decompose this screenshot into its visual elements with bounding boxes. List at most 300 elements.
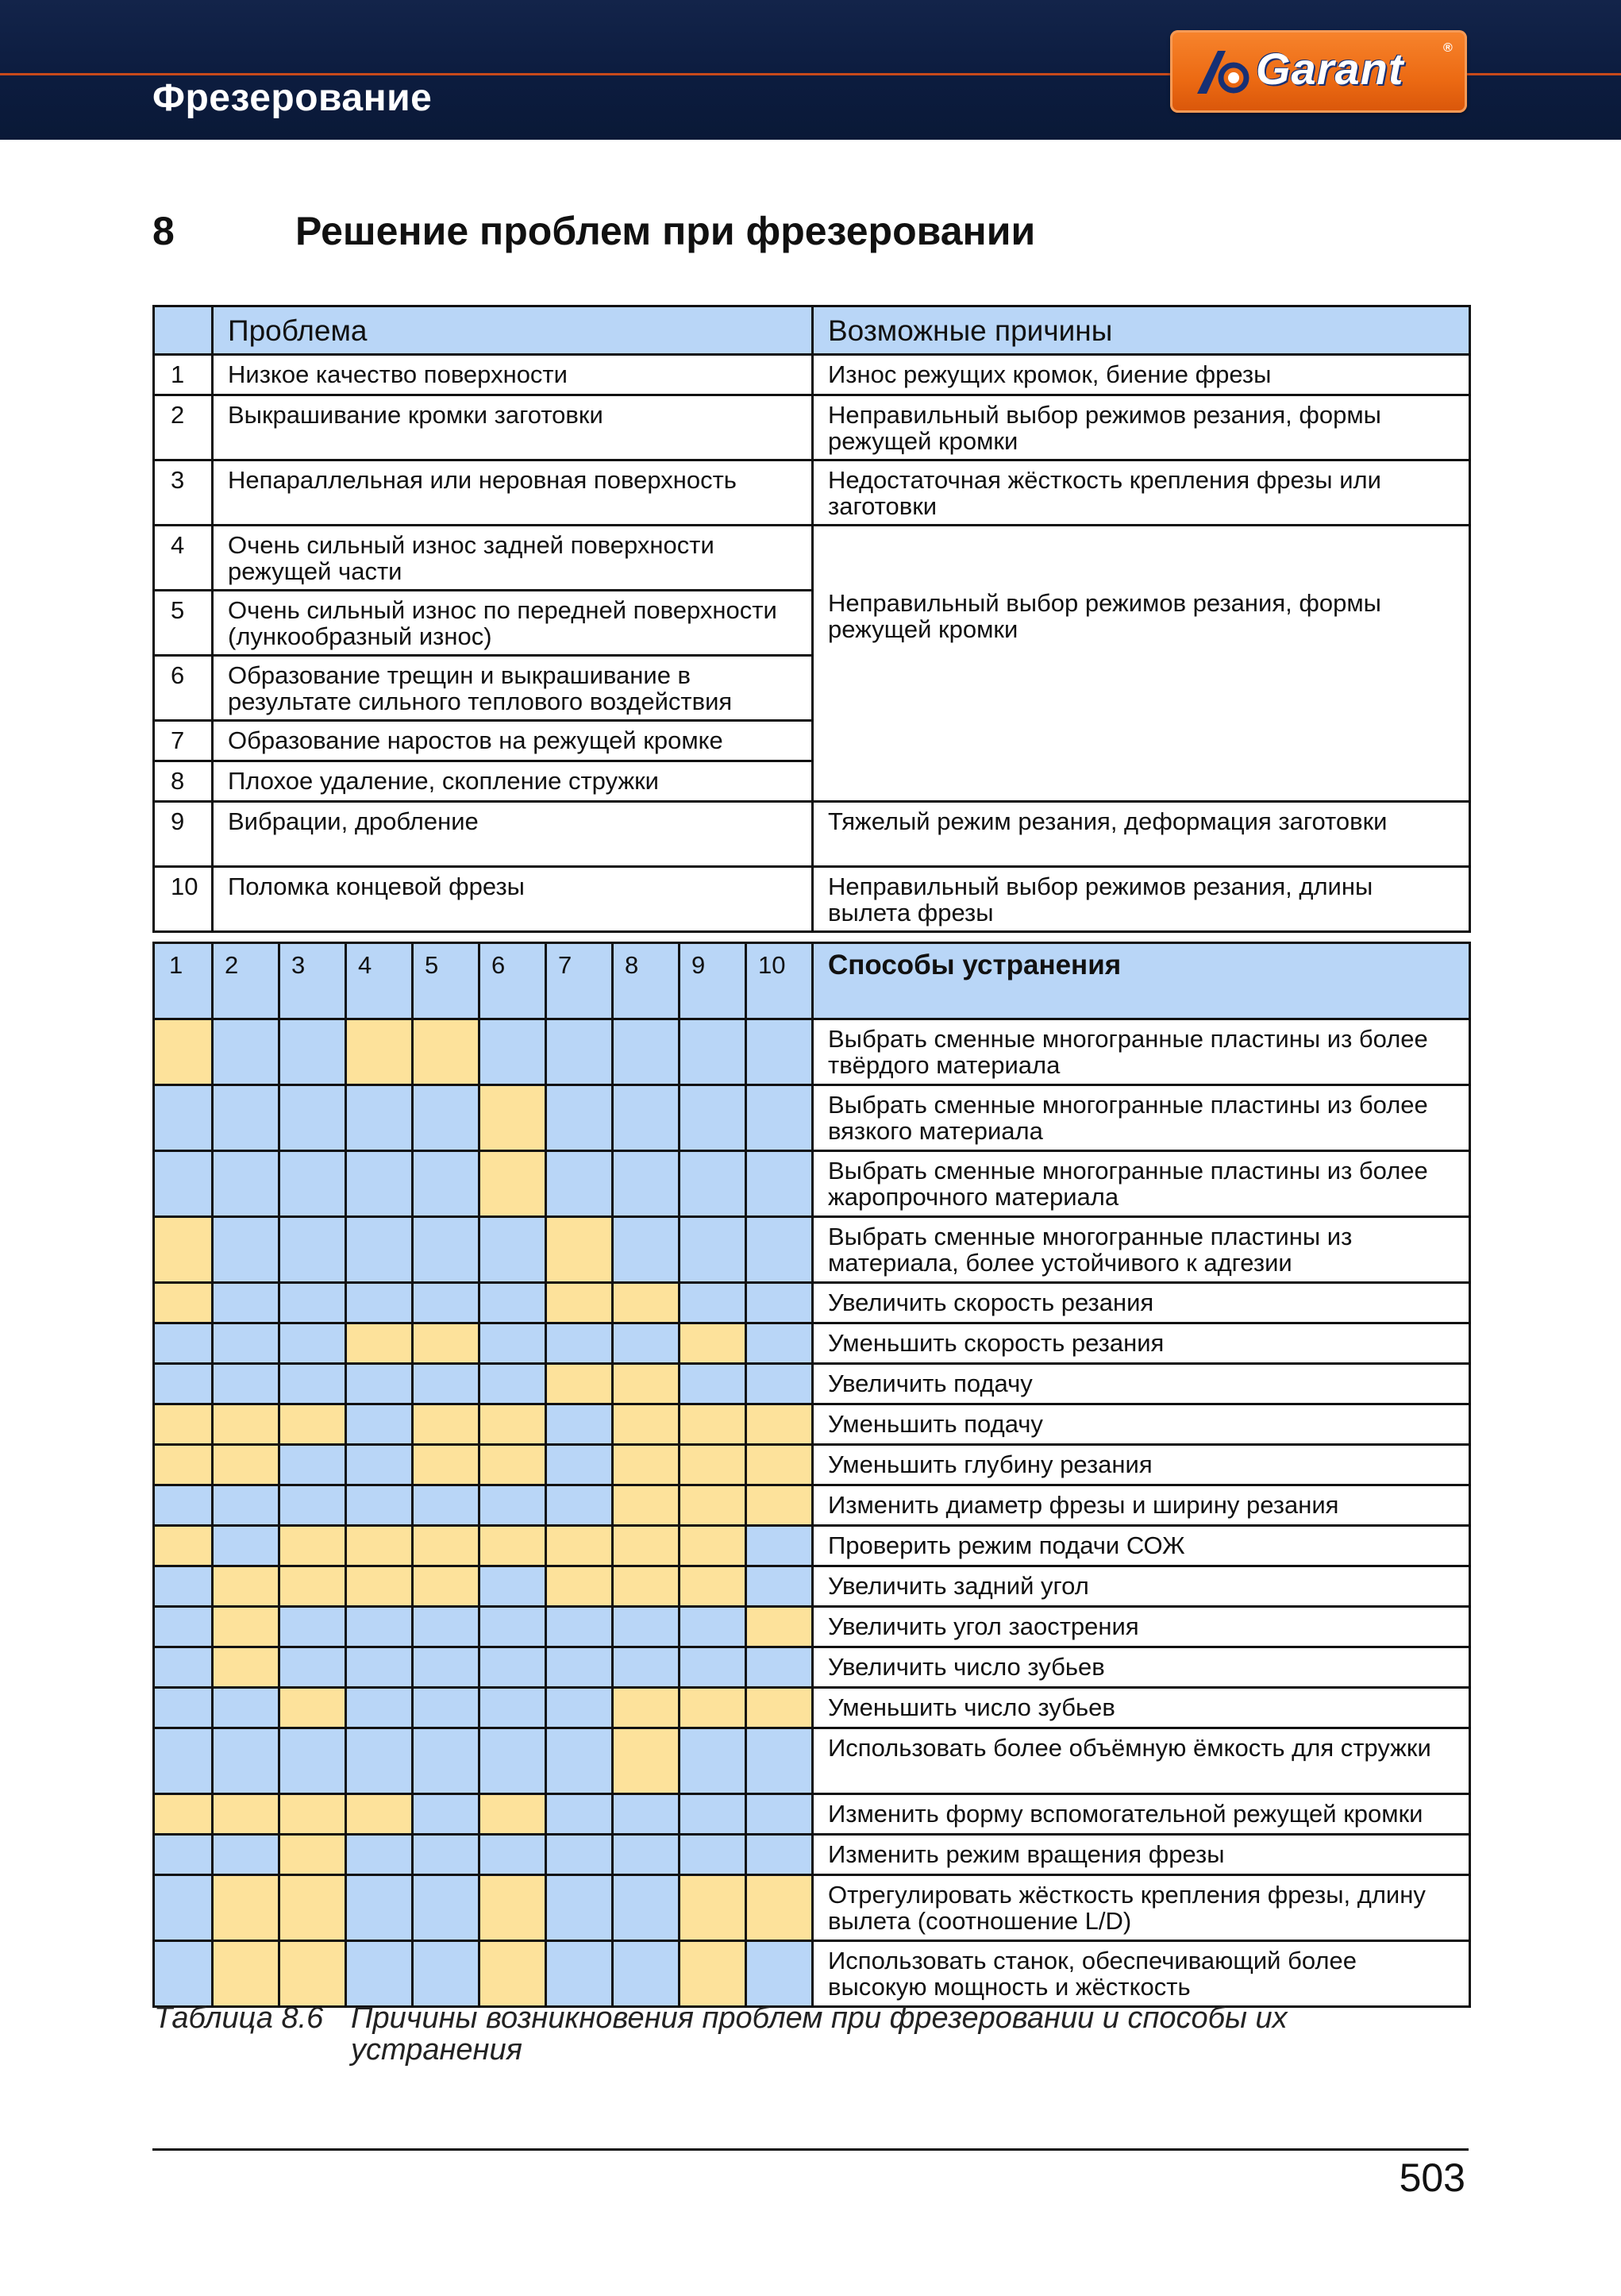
unmarked-cell — [746, 1323, 813, 1364]
marked-cell — [346, 1526, 413, 1566]
marked-cell — [279, 1835, 346, 1875]
marked-cell — [546, 1364, 613, 1404]
row-number: 10 — [154, 867, 213, 932]
unmarked-cell — [613, 1323, 680, 1364]
unmarked-cell — [346, 1404, 413, 1445]
unmarked-cell — [746, 1835, 813, 1875]
marked-cell — [479, 1526, 546, 1566]
unmarked-cell — [213, 1085, 279, 1151]
remedy-text: Увеличить подачу — [813, 1364, 1470, 1404]
problem-cell: Образование наростов на режущей кромке — [213, 721, 813, 761]
unmarked-cell — [613, 1019, 680, 1085]
unmarked-cell — [546, 1647, 613, 1688]
remedy-text: Уменьшить подачу — [813, 1404, 1470, 1445]
unmarked-cell — [346, 1151, 413, 1217]
marked-cell — [746, 1404, 813, 1445]
unmarked-cell — [413, 1728, 479, 1794]
unmarked-cell — [279, 1151, 346, 1217]
marked-cell — [213, 1445, 279, 1485]
unmarked-cell — [479, 1364, 546, 1404]
unmarked-cell — [479, 1566, 546, 1607]
marked-cell — [680, 1875, 746, 1941]
problem-column-header: 3 — [279, 943, 346, 1019]
unmarked-cell — [613, 1875, 680, 1941]
unmarked-cell — [346, 1445, 413, 1485]
unmarked-cell — [546, 1445, 613, 1485]
unmarked-cell — [213, 1485, 279, 1526]
caption-label: Таблица 8.6 — [154, 2001, 324, 2035]
unmarked-cell — [213, 1217, 279, 1283]
unmarked-cell — [279, 1283, 346, 1323]
marked-cell — [413, 1323, 479, 1364]
column-header-problem: Проблема — [213, 306, 813, 355]
marked-cell — [546, 1566, 613, 1607]
marked-cell — [613, 1485, 680, 1526]
table-row — [154, 1835, 1470, 1875]
unmarked-cell — [154, 1607, 213, 1647]
unmarked-cell — [680, 1283, 746, 1323]
unmarked-cell — [746, 1526, 813, 1566]
unmarked-cell — [613, 1217, 680, 1283]
table-row — [154, 1151, 1470, 1217]
unmarked-cell — [746, 1794, 813, 1835]
unmarked-cell — [413, 1085, 479, 1151]
marked-cell — [279, 1688, 346, 1728]
unmarked-cell — [154, 1566, 213, 1607]
marked-cell — [279, 1566, 346, 1607]
unmarked-cell — [346, 1728, 413, 1794]
unmarked-cell — [413, 1688, 479, 1728]
marked-cell — [213, 1647, 279, 1688]
unmarked-cell — [346, 1688, 413, 1728]
unmarked-cell — [346, 1875, 413, 1941]
row-number: 6 — [154, 656, 213, 721]
unmarked-cell — [479, 1485, 546, 1526]
header-blank-cell — [154, 306, 213, 355]
marked-cell — [413, 1404, 479, 1445]
garant-logo-icon — [1194, 48, 1253, 97]
problem-cell: Очень сильный износ задней поверхности режущей части — [213, 526, 813, 591]
table-row — [154, 355, 1470, 395]
table-row — [154, 1085, 1470, 1151]
page-title: Решение проблем при фрезеровании — [295, 209, 1036, 253]
table-row — [154, 460, 1470, 526]
problems-header-row — [154, 306, 1470, 355]
unmarked-cell — [279, 1607, 346, 1647]
unmarked-cell — [213, 1364, 279, 1404]
problem-column-header: 7 — [546, 943, 613, 1019]
section-title: Фрезерование — [152, 77, 433, 119]
problem-cell: Поломка концевой фрезы — [213, 867, 813, 932]
remedies-header-row — [154, 943, 1470, 1019]
unmarked-cell — [213, 1526, 279, 1566]
marked-cell — [613, 1728, 680, 1794]
problem-cell: Вибрации, дробление — [213, 802, 813, 867]
unmarked-cell — [346, 1835, 413, 1875]
unmarked-cell — [154, 1728, 213, 1794]
table-row — [154, 1688, 1470, 1728]
unmarked-cell — [154, 1941, 213, 2007]
table-row — [154, 1941, 1470, 2007]
unmarked-cell — [613, 1794, 680, 1835]
table-row — [154, 395, 1470, 460]
marked-cell — [346, 1323, 413, 1364]
table-row — [154, 1445, 1470, 1485]
unmarked-cell — [279, 1647, 346, 1688]
cause-cell: Износ режущих кромок, биение фрезы — [813, 355, 1470, 395]
unmarked-cell — [346, 1085, 413, 1151]
unmarked-cell — [479, 1647, 546, 1688]
marked-cell — [346, 1566, 413, 1607]
cause-cell: Тяжелый режим резания, деформация заготовки — [813, 802, 1470, 867]
unmarked-cell — [213, 1323, 279, 1364]
marked-cell — [279, 1941, 346, 2007]
problem-cell: Очень сильный износ по передней поверхности (лункообразный износ) — [213, 591, 813, 656]
table-row — [154, 1323, 1470, 1364]
unmarked-cell — [279, 1085, 346, 1151]
table-row — [154, 1217, 1470, 1283]
marked-cell — [613, 1404, 680, 1445]
marked-cell — [346, 1019, 413, 1085]
unmarked-cell — [546, 1941, 613, 2007]
unmarked-cell — [746, 1151, 813, 1217]
table-row — [154, 1794, 1470, 1835]
cause-cell: Неправильный выбор режимов резания, длины вылета фрезы — [813, 867, 1470, 932]
unmarked-cell — [346, 1283, 413, 1323]
unmarked-cell — [746, 1217, 813, 1283]
unmarked-cell — [279, 1728, 346, 1794]
unmarked-cell — [680, 1728, 746, 1794]
unmarked-cell — [613, 1647, 680, 1688]
unmarked-cell — [479, 1217, 546, 1283]
table-row — [154, 1283, 1470, 1323]
problem-column-header: 4 — [346, 943, 413, 1019]
unmarked-cell — [213, 1151, 279, 1217]
marked-cell — [680, 1566, 746, 1607]
problem-cell: Низкое качество поверхности — [213, 355, 813, 395]
unmarked-cell — [154, 1647, 213, 1688]
marked-cell — [213, 1566, 279, 1607]
unmarked-cell — [546, 1875, 613, 1941]
unmarked-cell — [154, 1688, 213, 1728]
unmarked-cell — [413, 1647, 479, 1688]
marked-cell — [680, 1526, 746, 1566]
unmarked-cell — [154, 1485, 213, 1526]
marked-cell — [413, 1566, 479, 1607]
marked-cell — [279, 1875, 346, 1941]
unmarked-cell — [680, 1607, 746, 1647]
marked-cell — [213, 1607, 279, 1647]
unmarked-cell — [213, 1688, 279, 1728]
unmarked-cell — [213, 1728, 279, 1794]
marked-cell — [154, 1526, 213, 1566]
unmarked-cell — [279, 1445, 346, 1485]
unmarked-cell — [546, 1404, 613, 1445]
marked-cell — [413, 1445, 479, 1485]
row-number: 4 — [154, 526, 213, 591]
remedy-text: Изменить диаметр фрезы и ширину резания — [813, 1485, 1470, 1526]
unmarked-cell — [546, 1794, 613, 1835]
remedy-text: Выбрать сменные многогранные пластины из более твёрдого материала — [813, 1019, 1470, 1085]
marked-cell — [154, 1217, 213, 1283]
marked-cell — [154, 1794, 213, 1835]
remedy-text: Увеличить задний угол — [813, 1566, 1470, 1607]
marked-cell — [479, 1941, 546, 2007]
problem-column-header: 6 — [479, 943, 546, 1019]
unmarked-cell — [413, 1283, 479, 1323]
remedy-text: Использовать станок, обеспечивающий более высокую мощность и жёсткость — [813, 1941, 1470, 2007]
unmarked-cell — [479, 1688, 546, 1728]
marked-cell — [613, 1445, 680, 1485]
remedy-text: Выбрать сменные многогранные пластины из более вязкого материала — [813, 1085, 1470, 1151]
marked-cell — [746, 1875, 813, 1941]
marked-cell — [746, 1445, 813, 1485]
section-number: 8 — [152, 209, 175, 253]
marked-cell — [154, 1404, 213, 1445]
row-number: 2 — [154, 395, 213, 460]
unmarked-cell — [680, 1364, 746, 1404]
unmarked-cell — [413, 1485, 479, 1526]
unmarked-cell — [746, 1283, 813, 1323]
garant-logo — [1170, 30, 1467, 113]
unmarked-cell — [154, 1835, 213, 1875]
marked-cell — [613, 1283, 680, 1323]
unmarked-cell — [213, 1283, 279, 1323]
unmarked-cell — [613, 1835, 680, 1875]
marked-cell — [154, 1445, 213, 1485]
unmarked-cell — [346, 1607, 413, 1647]
marked-cell — [213, 1794, 279, 1835]
unmarked-cell — [279, 1217, 346, 1283]
unmarked-cell — [680, 1151, 746, 1217]
unmarked-cell — [546, 1323, 613, 1364]
unmarked-cell — [546, 1151, 613, 1217]
unmarked-cell — [346, 1364, 413, 1404]
table-row — [154, 1647, 1470, 1688]
marked-cell — [346, 1794, 413, 1835]
remedy-text: Выбрать сменные многогранные пластины из материала, более устойчивого к адгезии — [813, 1217, 1470, 1283]
caption-text: Причины возникновения проблем при фрезеровании и способы их устранения — [351, 2001, 1288, 2067]
problem-column-header: 1 — [154, 943, 213, 1019]
unmarked-cell — [746, 1566, 813, 1607]
marked-cell — [546, 1283, 613, 1323]
cause-cell-merged: Неправильный выбор режимов резания, формы режущей кромки — [813, 526, 1470, 802]
marked-cell — [680, 1688, 746, 1728]
remedy-text: Уменьшить скорость резания — [813, 1323, 1470, 1364]
page-header — [0, 0, 1621, 140]
unmarked-cell — [346, 1217, 413, 1283]
unmarked-cell — [546, 1688, 613, 1728]
unmarked-cell — [413, 1364, 479, 1404]
row-number: 3 — [154, 460, 213, 526]
marked-cell — [613, 1526, 680, 1566]
table-row — [154, 1728, 1470, 1794]
footer-divider — [152, 2148, 1469, 2151]
unmarked-cell — [413, 1607, 479, 1647]
unmarked-cell — [213, 1835, 279, 1875]
marked-cell — [213, 1941, 279, 2007]
table-row — [154, 1607, 1470, 1647]
marked-cell — [213, 1875, 279, 1941]
marked-cell — [279, 1794, 346, 1835]
table-row — [154, 1364, 1470, 1404]
problem-column-header: 5 — [413, 943, 479, 1019]
unmarked-cell — [546, 1019, 613, 1085]
table-row — [154, 1526, 1470, 1566]
table-row — [154, 1875, 1470, 1941]
marked-cell — [680, 1404, 746, 1445]
unmarked-cell — [279, 1323, 346, 1364]
marked-cell — [546, 1526, 613, 1566]
unmarked-cell — [546, 1835, 613, 1875]
table-row — [154, 1485, 1470, 1526]
problems-table — [152, 305, 1471, 933]
unmarked-cell — [413, 1217, 479, 1283]
marked-cell — [413, 1019, 479, 1085]
row-number: 9 — [154, 802, 213, 867]
marked-cell — [154, 1019, 213, 1085]
unmarked-cell — [680, 1647, 746, 1688]
remedy-text: Увеличить число зубьев — [813, 1647, 1470, 1688]
cause-cell: Неправильный выбор режимов резания, формы режущей кромки — [813, 395, 1470, 460]
unmarked-cell — [746, 1019, 813, 1085]
unmarked-cell — [346, 1485, 413, 1526]
marked-cell — [213, 1404, 279, 1445]
marked-cell — [746, 1485, 813, 1526]
unmarked-cell — [680, 1019, 746, 1085]
unmarked-cell — [546, 1728, 613, 1794]
unmarked-cell — [746, 1085, 813, 1151]
remedy-text: Изменить режим вращения фрезы — [813, 1835, 1470, 1875]
cause-cell: Недостаточная жёсткость крепления фрезы или заготовки — [813, 460, 1470, 526]
marked-cell — [413, 1526, 479, 1566]
problem-column-header: 2 — [213, 943, 279, 1019]
unmarked-cell — [479, 1607, 546, 1647]
problem-cell: Плохое удаление, скопление стружки — [213, 761, 813, 802]
marked-cell — [154, 1283, 213, 1323]
remedies-table — [152, 942, 1471, 2008]
unmarked-cell — [213, 1019, 279, 1085]
marked-cell — [479, 1404, 546, 1445]
marked-cell — [279, 1526, 346, 1566]
unmarked-cell — [680, 1835, 746, 1875]
remedy-text: Выбрать сменные многогранные пластины из более жаропрочного материала — [813, 1151, 1470, 1217]
problem-cell: Выкрашивание кромки заготовки — [213, 395, 813, 460]
marked-cell — [680, 1941, 746, 2007]
unmarked-cell — [154, 1323, 213, 1364]
unmarked-cell — [479, 1728, 546, 1794]
problem-column-header: 8 — [613, 943, 680, 1019]
unmarked-cell — [746, 1941, 813, 2007]
marked-cell — [746, 1688, 813, 1728]
unmarked-cell — [413, 1794, 479, 1835]
unmarked-cell — [546, 1607, 613, 1647]
unmarked-cell — [746, 1364, 813, 1404]
table-row — [154, 802, 1470, 867]
unmarked-cell — [546, 1485, 613, 1526]
unmarked-cell — [279, 1019, 346, 1085]
unmarked-cell — [154, 1364, 213, 1404]
unmarked-cell — [413, 1835, 479, 1875]
unmarked-cell — [613, 1085, 680, 1151]
row-number: 1 — [154, 355, 213, 395]
row-number: 7 — [154, 721, 213, 761]
logo-text: Garant — [1256, 44, 1404, 94]
remedy-text: Уменьшить число зубьев — [813, 1688, 1470, 1728]
remedy-text: Использовать более объёмную ёмкость для стружки — [813, 1728, 1470, 1794]
page-number: 503 — [1399, 2155, 1465, 2200]
unmarked-cell — [154, 1085, 213, 1151]
logo-registered-mark: ® — [1443, 41, 1453, 55]
unmarked-cell — [279, 1485, 346, 1526]
unmarked-cell — [346, 1941, 413, 2007]
unmarked-cell — [680, 1085, 746, 1151]
remedy-text: Изменить форму вспомогательной режущей кромки — [813, 1794, 1470, 1835]
marked-cell — [613, 1566, 680, 1607]
marked-cell — [479, 1085, 546, 1151]
table-row — [154, 1566, 1470, 1607]
unmarked-cell — [154, 1151, 213, 1217]
marked-cell — [680, 1323, 746, 1364]
problem-cell: Непараллельная или неровная поверхность — [213, 460, 813, 526]
column-header-remedies: Способы устранения — [813, 943, 1470, 1019]
row-number: 8 — [154, 761, 213, 802]
remedy-text: Проверить режим подачи СОЖ — [813, 1526, 1470, 1566]
problem-column-header: 9 — [680, 943, 746, 1019]
marked-cell — [479, 1151, 546, 1217]
marked-cell — [680, 1445, 746, 1485]
table-row — [154, 526, 1470, 591]
unmarked-cell — [479, 1283, 546, 1323]
marked-cell — [613, 1364, 680, 1404]
table-row — [154, 1019, 1470, 1085]
marked-cell — [479, 1445, 546, 1485]
remedy-text: Уменьшить глубину резания — [813, 1445, 1470, 1485]
problem-cell: Образование трещин и выкрашивание в результате сильного теплового воздействия — [213, 656, 813, 721]
column-header-causes: Возможные причины — [813, 306, 1470, 355]
unmarked-cell — [746, 1728, 813, 1794]
table-row — [154, 1404, 1470, 1445]
unmarked-cell — [479, 1323, 546, 1364]
marked-cell — [479, 1875, 546, 1941]
marked-cell — [746, 1607, 813, 1647]
unmarked-cell — [746, 1647, 813, 1688]
marked-cell — [680, 1485, 746, 1526]
unmarked-cell — [479, 1019, 546, 1085]
marked-cell — [613, 1688, 680, 1728]
remedy-text: Увеличить скорость резания — [813, 1283, 1470, 1323]
unmarked-cell — [279, 1364, 346, 1404]
unmarked-cell — [613, 1607, 680, 1647]
unmarked-cell — [680, 1217, 746, 1283]
unmarked-cell — [413, 1941, 479, 2007]
unmarked-cell — [154, 1875, 213, 1941]
unmarked-cell — [613, 1151, 680, 1217]
problem-column-header: 10 — [746, 943, 813, 1019]
unmarked-cell — [346, 1647, 413, 1688]
marked-cell — [479, 1794, 546, 1835]
table-row — [154, 867, 1470, 932]
remedy-text: Отрегулировать жёсткость крепления фрезы, длину вылета (соотношение L/D) — [813, 1875, 1470, 1941]
unmarked-cell — [613, 1941, 680, 2007]
unmarked-cell — [413, 1875, 479, 1941]
unmarked-cell — [479, 1835, 546, 1875]
marked-cell — [279, 1404, 346, 1445]
row-number: 5 — [154, 591, 213, 656]
unmarked-cell — [546, 1085, 613, 1151]
unmarked-cell — [680, 1794, 746, 1835]
marked-cell — [546, 1217, 613, 1283]
